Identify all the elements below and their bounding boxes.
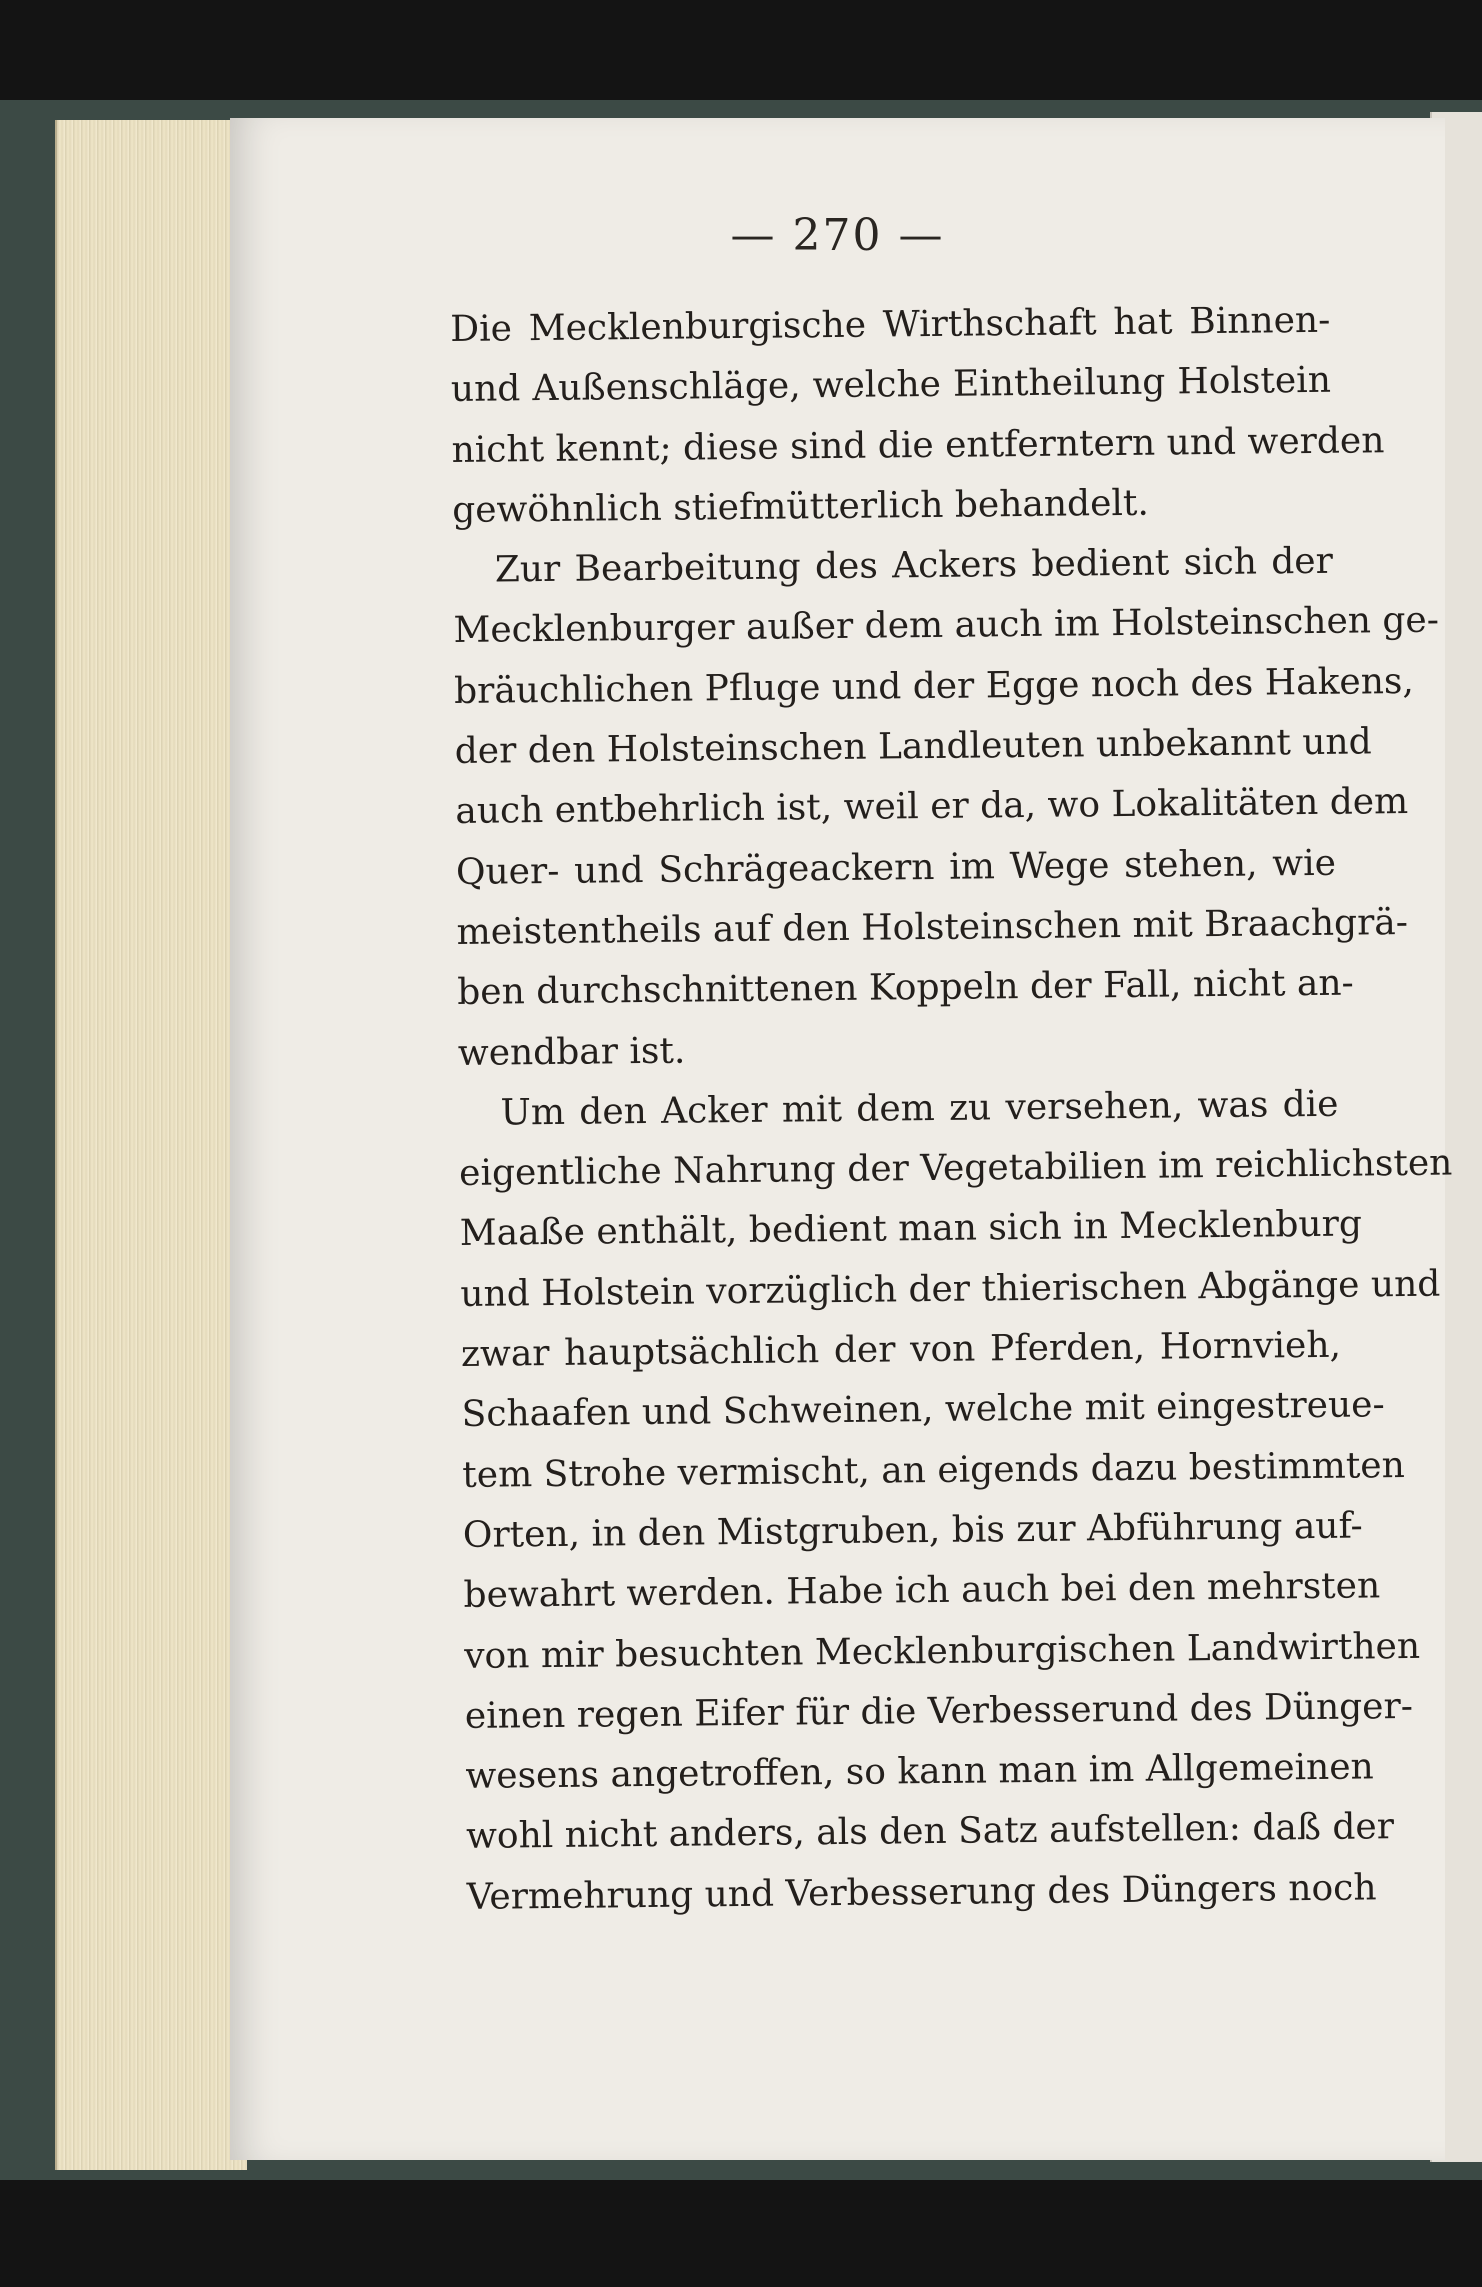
text-line: meistentheils auf den Holsteinschen mit Braachgrä- [456, 901, 1409, 953]
text-line: von mir besuchten Mecklenburgischen Landwirthen [463, 1625, 1421, 1677]
text-line: und Außenschläge, welche Eintheilung Holstein [450, 360, 1332, 411]
page-body [450, 288, 1482, 1928]
text-line: auch entbehrlich ist, weil er da, wo Lokalitäten dem [455, 781, 1409, 833]
text-line: Maaße enthält, bedient man sich in Mecklenburg [459, 1203, 1363, 1255]
text-line: tem Strohe vermischt, an eigends dazu bestimmten [462, 1444, 1405, 1496]
text-line: bewahrt werden. Habe ich auch bei den mehrsten [463, 1565, 1381, 1617]
text-line: und Holstein vorzüglich der thierischen Abgänge und [460, 1263, 1441, 1315]
text-line: Schaafen und Schweinen, welche mit eingestreue- [461, 1384, 1385, 1436]
text-line: wohl nicht anders, als den Satz aufstellen: daß der [465, 1806, 1395, 1858]
page-edges [55, 120, 247, 2170]
text-line: wesens angetroffen, so kann man im Allgemeinen [465, 1746, 1374, 1798]
text-line: eigentliche Nahrung der Vegetabilien im reichlichsten [458, 1142, 1453, 1195]
text-line: der den Holsteinschen Landleuten unbekannt und [454, 721, 1372, 773]
text-line: Quer- und Schrägeackern im Wege stehen, wie [455, 842, 1337, 893]
text-line: Vermehrung und Verbesserung des Düngers noch [466, 1867, 1377, 1918]
text-line: zwar hauptsächlich der von Pferden, Hornvieh, [460, 1324, 1342, 1375]
text-line: gewöhnlich stiefmütterlich behandelt. [451, 482, 1150, 531]
text-line: ben durchschnittenen Koppeln der Fall, nicht an- [457, 962, 1354, 1014]
book-page [230, 118, 1453, 2160]
text-line: wendbar ist. [457, 1030, 686, 1074]
text-line: Orten, in den Mistgruben, bis zur Abführung auf- [462, 1505, 1363, 1556]
text-line: Zur Bearbeitung des Ackers bedient sich der [494, 540, 1334, 591]
text-line: Die Mecklenburgische Wirthschaft hat Binnen- [450, 299, 1331, 350]
text-line: einen regen Eifer für die Verbesserund des Dünger- [464, 1685, 1414, 1737]
page-number: — 270 — [730, 210, 945, 261]
text-line: Mecklenburger außer dem auch im Holsteinschen ge- [453, 600, 1440, 652]
text-line: nicht kennt; diese sind die entferntern und werden [451, 419, 1385, 471]
text-line: Um den Acker mit dem zu versehen, was die [500, 1083, 1339, 1134]
text-line: bräuchlichen Pfluge und der Egge noch des Hakens, [453, 660, 1415, 712]
